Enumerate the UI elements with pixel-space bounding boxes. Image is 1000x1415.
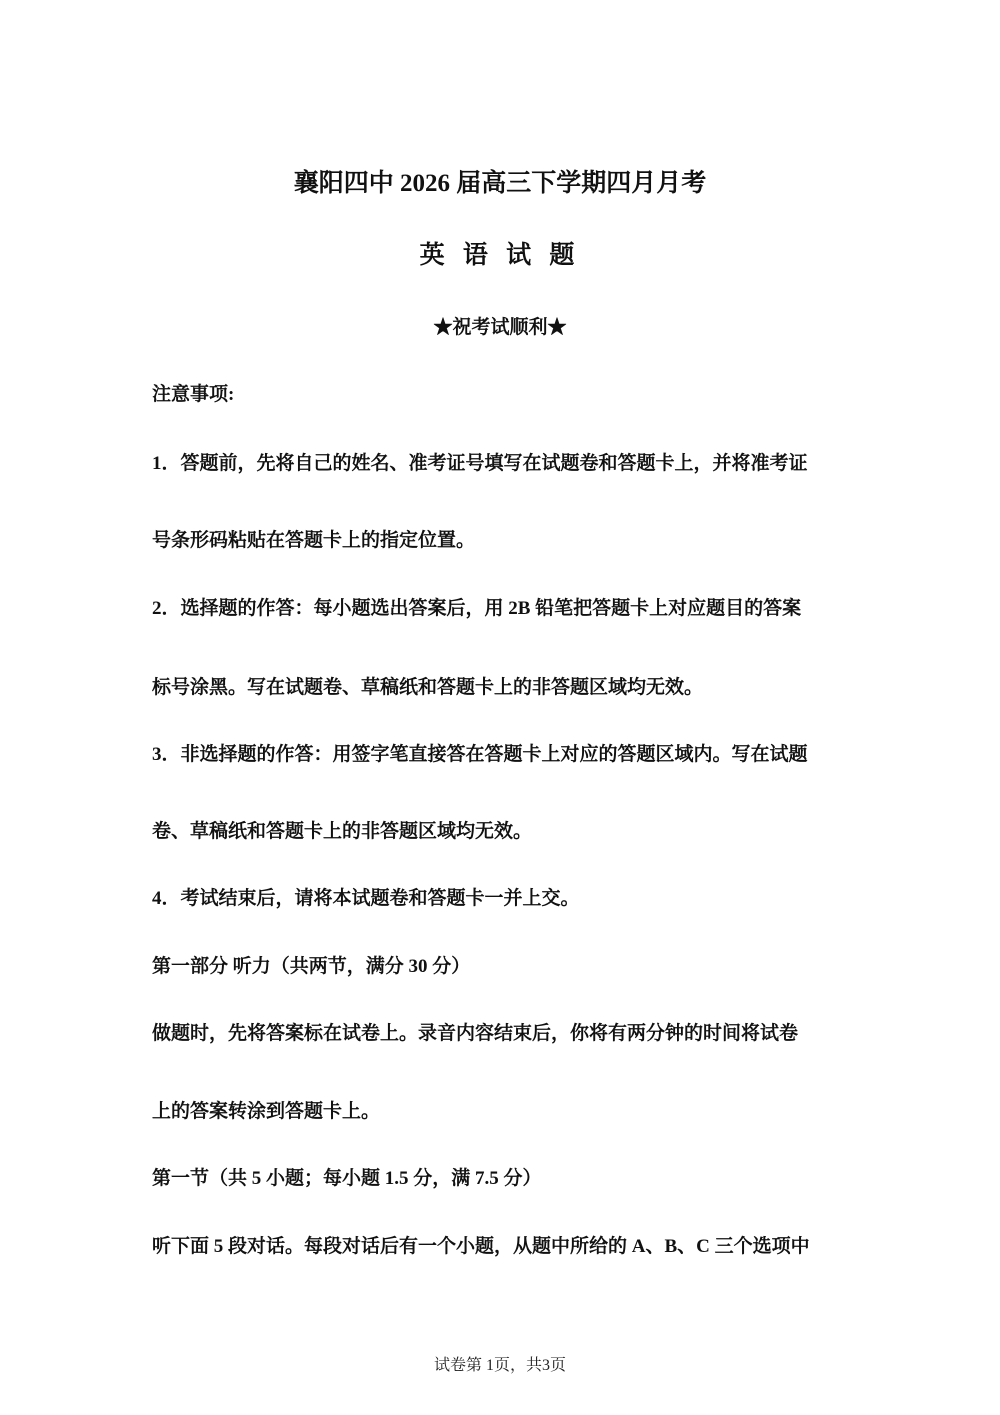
part1-intro-line: 上的答案转涂到答题卡上。 <box>152 1101 381 1122</box>
notes-line: 1．答题前，先将自己的姓名、准考证号填写在试题卷和答题卡上，并将准考证 <box>152 453 808 474</box>
notes-line: 号条形码粘贴在答题卡上的指定位置。 <box>152 530 476 551</box>
notes-line: 4．考试结束后，请将本试题卷和答题卡一并上交。 <box>152 888 580 909</box>
notes-heading: 注意事项: <box>152 384 235 405</box>
notes-line: 标号涂黑。写在试题卷、草稿纸和答题卡上的非答题区域均无效。 <box>152 677 704 698</box>
part1-heading: 第一部分 听力（共两节，满分 30 分） <box>152 956 471 977</box>
notes-line: 2．选择题的作答：每小题选出答案后，用 2B 铅笔把答题卡上对应题目的答案 <box>152 598 802 619</box>
notes-line: 卷、草稿纸和答题卡上的非答题区域均无效。 <box>152 821 533 842</box>
notes-line: 3．非选择题的作答：用签字笔直接答在答题卡上对应的答题区域内。写在试题 <box>152 744 808 765</box>
blessing-text: ★祝考试顺利★ <box>433 317 567 338</box>
part1-intro-line: 做题时，先将答案标在试卷上。录音内容结束后，你将有两分钟的时间将试卷 <box>152 1023 799 1044</box>
section1-intro: 听下面 5 段对话。每段对话后有一个小题，从题中所给的 A、B、C 三个选项中 <box>152 1236 810 1257</box>
exam-subtitle: 英 语 试 题 <box>419 242 581 269</box>
exam-title: 襄阳四中 2026 届高三下学期四月月考 <box>293 170 707 197</box>
page-footer: 试卷第 1页，共3页 <box>433 1357 566 1374</box>
section1-heading: 第一节（共 5 小题；每小题 1.5 分，满 7.5 分） <box>152 1168 542 1189</box>
